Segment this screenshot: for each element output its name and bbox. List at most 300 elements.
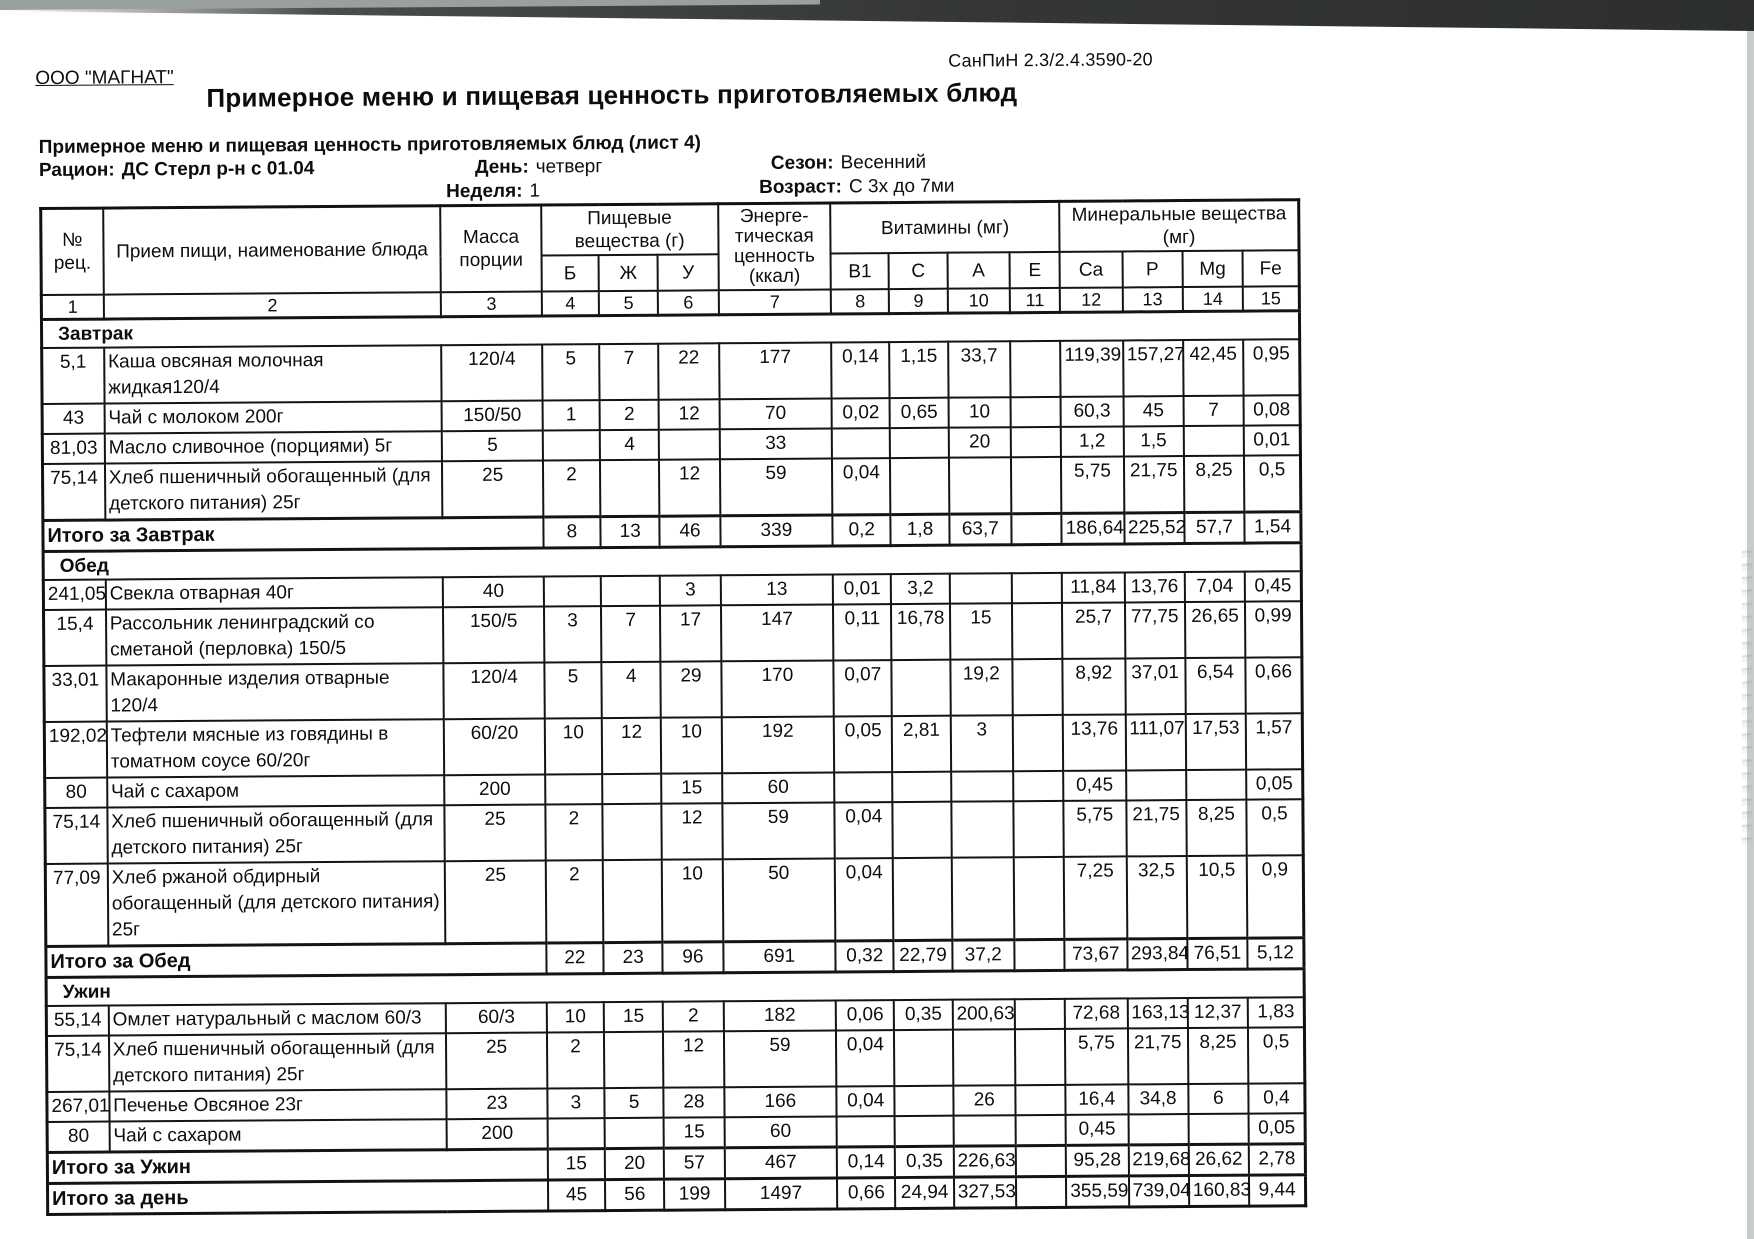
nutrition-value: 19,2 [950,660,1013,716]
section-total-value: 186,64 [1062,513,1124,544]
nutrition-value [545,774,602,804]
nutrition-value: 16,78 [891,604,950,660]
nutrition-value: 25 [446,1033,547,1090]
nutrition-value: 8,25 [1184,456,1245,513]
nutrition-value: 21,75 [1127,1028,1188,1084]
nutrition-value: 7,04 [1185,572,1245,602]
recipe-number: 80 [47,1122,109,1153]
nutrition-value [1013,801,1064,857]
meta-age-value: С 3х до 7ми [848,175,955,198]
nutrition-value [602,774,661,804]
nutrition-value: 60/3 [446,1003,547,1034]
nutrition-value: 13 [720,575,833,606]
nutrition-value: 23 [447,1089,548,1120]
day-total-value: 355,59 [1066,1176,1128,1207]
col-header-mass: Масса порции [441,205,542,293]
nutrition-value: 0,5 [1248,1028,1305,1084]
meta-ration-value: ДС Стерл р-н с 01.04 [121,158,315,181]
col-header-a: А [947,253,1010,289]
dish-row [42,340,1300,405]
nutrition-value: 3 [544,606,602,662]
dish-name: Хлеб ржаной обдирный обогащенный (для детского питания) 25г [108,862,446,947]
nutrition-value: 25 [445,861,546,944]
column-number-11: 11 [1010,288,1060,313]
meta-day-label: День: [474,156,529,178]
col-header-energy: Энерге- тическая ценность (ккал) [718,203,831,291]
organization-name: ООО "МАГНАТ" [35,67,174,90]
section-total-value: 23 [603,943,662,974]
col-header-protein: Б [541,255,599,291]
dish-name: Печенье Овсяное 23г [109,1090,447,1122]
nutrition-value [890,428,948,458]
col-header-ca: Ca [1060,252,1123,288]
nutrition-value: 0,66 [1245,658,1302,714]
section-total-value: 0,32 [836,941,894,972]
nutrition-value [949,574,1011,604]
nutrition-value [834,772,892,802]
meal-section-name: Завтрак [41,311,1299,348]
nutrition-value [1012,573,1062,603]
nutrition-value: 3,2 [891,574,949,604]
nutrition-value: 37,01 [1125,658,1186,714]
col-header-b1: В1 [831,253,890,289]
section-total-value: 57 [664,1148,725,1179]
nutrition-value: 10 [662,860,723,943]
recipe-number: 192,02 [44,722,107,778]
col-header-p: P [1122,251,1183,287]
nutrition-value [951,802,1014,858]
nutrition-value: 200 [445,775,546,806]
nutrition-value: 1,2 [1061,427,1123,457]
nutrition-value: 166 [724,1087,837,1118]
section-total-value: 2,78 [1249,1144,1306,1175]
section-total-value: 57,7 [1184,512,1244,543]
day-total-value: 160,83 [1189,1175,1249,1206]
nutrition-value [895,1116,953,1147]
nutrition-value: 0,4 [1248,1084,1305,1114]
meta-age [759,176,955,199]
nutrition-value: 150/50 [442,401,543,432]
nutrition-value: 8,92 [1063,659,1126,715]
nutrition-value: 26,65 [1185,602,1246,658]
meta-week-label: Неделя: [446,180,523,203]
section-total-value: 26,62 [1189,1144,1249,1175]
col-header-dish: Прием пищи, наименование блюда [103,206,441,295]
section-total-value: 0,2 [833,515,891,546]
meal-section-name: Обед [43,543,1301,580]
nutrition-value: 59 [722,803,835,860]
section-total-value: 13 [600,517,659,548]
nutrition-value [1014,857,1065,940]
nutrition-value [949,458,1012,515]
section-total-value: 293,84 [1127,939,1187,970]
column-number-13: 13 [1122,287,1182,312]
header-group-row [41,200,1299,260]
nutrition-value [1016,1115,1066,1146]
nutrition-value [1011,457,1062,514]
section-total-value: 95,28 [1066,1145,1128,1176]
nutrition-value: 2 [600,400,659,430]
recipe-number: 75,14 [45,808,108,864]
nutrition-value: 17 [660,606,721,662]
nutrition-value: 60 [722,773,835,804]
nutrition-value [953,1030,1016,1086]
dish-name: Рассольник ленинградский со сметаной (перловка) 150/5 [106,608,444,666]
nutrition-value: 0,04 [832,458,891,515]
nutrition-value: 34,8 [1128,1084,1188,1114]
dish-row [44,714,1302,779]
nutrition-value: 0,05 [834,716,893,772]
scan-noise-right [1742,545,1752,845]
nutrition-value: 0,65 [890,398,948,428]
nutrition-value [1184,426,1244,456]
nutrition-value [890,458,949,515]
section-total-value: 339 [720,515,833,547]
day-total-value: 199 [664,1179,725,1210]
nutrition-value: 15 [950,604,1013,660]
nutrition-value: 0,05 [1246,770,1303,800]
nutrition-value: 1,15 [890,342,949,398]
section-total-value: 219,68 [1128,1145,1188,1176]
section-total-value: 691 [723,941,836,973]
dish-name: Хлеб пшеничный обогащенный (для детского питания) 25г [109,1034,447,1092]
section-total-label: Итого за Завтрак [43,517,544,551]
nutrition-value: 25 [445,805,546,862]
nutrition-value: 40 [443,577,544,608]
nutrition-value: 15 [662,774,723,804]
nutrition-value: 7,25 [1064,857,1127,940]
section-total-value: 15 [548,1149,605,1180]
nutrition-value [1015,1029,1066,1085]
nutrition-value [895,1086,953,1116]
nutrition-value [1013,715,1064,771]
nutrition-value: 5,75 [1064,801,1127,857]
nutrition-value: 12 [602,718,662,774]
meal-section-name: Ужин [46,969,1304,1006]
nutrition-value [1126,770,1186,800]
column-number-14: 14 [1183,287,1243,312]
column-number-12: 12 [1060,288,1122,313]
nutrition-value: 0,99 [1245,602,1302,658]
section-total-value: 1,8 [891,515,949,546]
nutrition-value: 0,9 [1247,856,1304,939]
column-number-6: 6 [658,291,718,316]
col-header-recipe-number: № рец. [41,208,104,295]
nutrition-value: 60,3 [1061,397,1123,427]
column-number-7: 7 [718,290,831,315]
dish-row [44,658,1302,723]
day-total-value: 56 [605,1180,664,1211]
section-total-value: 1,54 [1244,512,1301,543]
nutrition-value: 0,45 [1066,1115,1128,1146]
nutrition-value: 8,25 [1186,800,1247,856]
day-total-value: 739,04 [1129,1176,1189,1207]
section-total-label: Итого за Обед [46,943,547,977]
dish-row [46,1028,1304,1093]
nutrition-value: 70 [719,399,832,430]
nutrition-value: 111,07 [1125,714,1186,770]
nutrition-value [893,858,952,941]
nutrition-value [1015,999,1065,1029]
dish-name: Каша овсяная молочная жидкая120/4 [104,346,442,404]
nutrition-value: 0,02 [832,398,890,428]
dish-name: Хлеб пшеничный обогащенный (для детского питания) 25г [107,806,445,864]
nutrition-value: 120/4 [442,345,543,402]
nutrition-value: 59 [720,459,833,516]
nutrition-value [601,576,660,606]
nutrition-value: 1,83 [1248,998,1305,1028]
meta-age-label: Возраст: [758,176,843,198]
day-total-value: 1497 [725,1178,838,1210]
col-header-mg: Mg [1182,251,1243,287]
recipe-number: 75,14 [42,464,105,521]
nutrition-value: 12 [659,460,720,517]
section-total-value: 22,79 [894,941,952,972]
column-number-15: 15 [1243,287,1300,312]
nutrition-value: 26 [953,1086,1015,1116]
nutrition-value: 13,76 [1063,715,1126,771]
nutrition-value: 2 [547,1032,605,1088]
column-number-8: 8 [831,289,889,314]
nutrition-value: 11,84 [1062,573,1124,603]
nutrition-value: 77,75 [1125,602,1186,658]
nutrition-value: 22 [659,344,720,400]
column-number-4: 4 [542,291,599,316]
dish-name: Макаронные изделия отварные 120/4 [106,664,444,722]
day-total-value: 0,66 [837,1178,895,1209]
nutrition-value: 0,5 [1244,456,1301,513]
nutrition-value: 12 [662,804,723,860]
nutrition-value: 0,04 [835,802,894,858]
nutrition-value: 0,05 [1249,1114,1306,1145]
col-group-nutrients: Пищевые вещества (г) [541,204,718,256]
day-total-value: 327,53 [954,1177,1016,1208]
page-subtitle: Примерное меню и пищевая ценность приготовляемых блюд (лист 4) [38,132,702,159]
meta-day [475,156,602,179]
nutrition-value: 2 [663,1002,724,1032]
nutrition-value: 59 [724,1031,837,1088]
dish-name: Чай с молоком 200г [104,402,442,434]
section-total-value: 37,2 [952,940,1014,971]
nutrition-value: 17,53 [1186,714,1247,770]
day-total-value: 9,44 [1249,1175,1306,1206]
section-total-value: 73,67 [1065,939,1127,970]
recipe-number: 75,14 [46,1036,109,1092]
nutrition-value: 15 [604,1002,663,1032]
nutrition-value: 3 [950,716,1013,772]
nutrition-value: 2 [546,860,604,943]
nutrition-value [1012,603,1063,659]
meta-day-value: четверг [535,156,603,178]
section-total-value: 467 [724,1147,837,1179]
nutrition-value: 28 [664,1088,725,1118]
section-total-value: 8 [543,517,600,548]
day-total-value [1016,1177,1066,1208]
nutrition-value: 0,95 [1243,340,1300,396]
nutrition-value [1011,427,1061,457]
section-total-value: 46 [660,516,721,547]
column-number-3: 3 [441,292,542,317]
nutrition-value: 72,68 [1065,999,1127,1029]
nutrition-value: 5 [542,344,600,400]
nutrition-value [951,858,1014,941]
nutrition-value: 4 [600,430,659,460]
nutrition-value: 12 [663,1032,724,1088]
nutrition-value: 29 [661,662,722,718]
section-total-value [1016,1146,1066,1177]
nutrition-value [1015,1085,1065,1115]
nutrition-value: 10,5 [1187,856,1248,939]
day-total-label: Итого за день [48,1180,549,1214]
recipe-number: 15,4 [44,610,107,666]
section-total-value [1011,514,1061,545]
recipe-number: 77,09 [45,864,108,947]
nutrition-value [600,460,660,517]
dish-name: Тефтели мясные из говядины в томатном соусе 60/20г [107,720,445,778]
nutrition-value: 25,7 [1062,603,1125,659]
nutrition-value: 10 [948,398,1010,428]
nutrition-value: 2,81 [892,716,951,772]
nutrition-value: 0,04 [837,1086,895,1116]
day-total-value: 24,94 [895,1178,953,1209]
recipe-number: 81,03 [42,434,104,464]
dish-row [45,856,1304,947]
nutrition-value: 0,11 [833,604,892,660]
nutrition-value: 25 [442,461,543,518]
nutrition-value: 32,5 [1126,856,1187,939]
nutrition-value: 120/4 [444,663,545,720]
nutrition-value [1010,341,1061,397]
col-header-c: С [889,253,948,289]
meta-ration-label: Рацион: [38,159,115,182]
nutrition-value: 60/20 [444,719,545,776]
nutrition-value [659,430,720,460]
nutrition-value: 3 [660,576,721,606]
dish-name: Чай с сахаром [109,1120,447,1153]
nutrition-value [603,860,663,943]
nutrition-value: 5,75 [1065,1029,1128,1085]
dish-name: Омлет натуральный с маслом 60/3 [109,1004,447,1036]
nutrition-value: 20 [948,428,1010,458]
dish-name: Масло сливочное (порциями) 5г [105,432,443,464]
nutrition-value [892,660,951,716]
nutrition-value: 13,76 [1124,572,1184,602]
nutrition-value: 147 [721,605,834,662]
section-total-value: 0,35 [895,1147,953,1178]
section-total-label: Итого за Ужин [47,1149,548,1183]
section-total-value: 20 [605,1149,664,1180]
section-total-value: 0,14 [837,1147,895,1178]
meta-ration [39,158,315,182]
nutrition-value: 5 [604,1088,663,1118]
col-group-minerals: Минеральные вещества (мг) [1059,200,1299,253]
dish-name: Свекла отварная 40г [106,578,444,610]
nutrition-value: 10 [661,718,722,774]
recipe-number: 43 [42,404,104,434]
regulation-reference: СанПиН 2.3/2.4.3590-20 [948,49,1153,71]
nutrition-value: 2 [543,460,601,517]
col-header-e: Е [1010,252,1061,288]
nutrition-value: 0,5 [1246,800,1303,856]
nutrition-value: 21,75 [1126,800,1187,856]
dish-name: Чай с сахаром [107,776,445,808]
nutrition-value [1128,1114,1188,1145]
nutrition-value: 10 [545,718,603,774]
nutrition-value [893,802,952,858]
nutrition-value [951,772,1013,802]
nutrition-value: 7 [601,606,661,662]
nutrition-value [605,1118,664,1149]
nutrition-value [604,1032,664,1088]
nutrition-value: 3 [547,1088,604,1118]
nutrition-value: 0,01 [833,574,891,604]
dish-name: Хлеб пшеничный обогащенный (для детского питания) 25г [105,462,443,521]
nutrition-value [953,1116,1015,1147]
section-total-value: 22 [546,943,603,974]
nutrition-value: 150/5 [443,607,544,664]
col-group-vitamins: Витамины (мг) [830,201,1059,253]
section-total-value: 76,51 [1187,938,1247,969]
nutrition-value: 6 [1188,1084,1248,1114]
nutrition-value: 200,63 [952,1000,1014,1030]
nutrition-value: 0,04 [836,1030,895,1086]
page-title: Примерное меню и пищевая ценность приготовляемых блюд [206,77,1018,113]
recipe-number: 80 [45,778,107,808]
nutrition-value: 21,75 [1123,456,1184,513]
column-number-5: 5 [599,291,658,316]
meta-season-value: Весенний [840,151,927,174]
section-total-value: 5,12 [1247,938,1304,969]
nutrition-value: 12 [659,400,720,430]
meta-week [446,181,540,204]
nutrition-value [837,1116,895,1147]
nutrition-value: 4 [601,662,661,718]
section-total-value: 225,52 [1124,513,1184,544]
nutrition-value: 5 [544,662,602,718]
column-number-1: 1 [41,295,103,320]
nutrition-value: 7 [1183,396,1243,426]
nutrition-value: 10 [547,1002,604,1032]
nutrition-value: 170 [721,661,834,718]
nutrition-value: 119,39 [1060,341,1123,397]
nutrition-value: 0,04 [835,858,894,941]
col-header-fat: Ж [599,255,659,291]
day-total-value: 45 [548,1180,605,1211]
nutrition-value: 33 [719,429,832,460]
section-total-value: 63,7 [949,514,1011,545]
recipe-number: 5,1 [42,348,105,404]
nutrition-value: 16,4 [1066,1085,1128,1115]
recipe-number: 267,01 [47,1092,109,1122]
column-number-2: 2 [104,293,442,320]
nutrition-value [893,772,951,802]
nutrition-value: 5,75 [1061,457,1124,514]
nutrition-value: 1,5 [1123,426,1183,456]
nutrition-value: 0,07 [834,660,893,716]
nutrition-value: 192 [721,717,834,774]
dish-row [45,800,1303,865]
column-number-10: 10 [947,289,1009,314]
nutrition-value [543,430,600,460]
nutrition-value: 0,06 [836,1000,894,1030]
nutrition-value: 12,37 [1188,998,1248,1028]
nutrition-value: 42,45 [1183,340,1244,396]
nutrition-value [1186,770,1246,800]
nutrition-value [1013,771,1063,801]
nutrition-value [544,576,601,606]
col-header-carbs: У [658,255,719,291]
meta-season-label: Сезон: [770,152,834,174]
